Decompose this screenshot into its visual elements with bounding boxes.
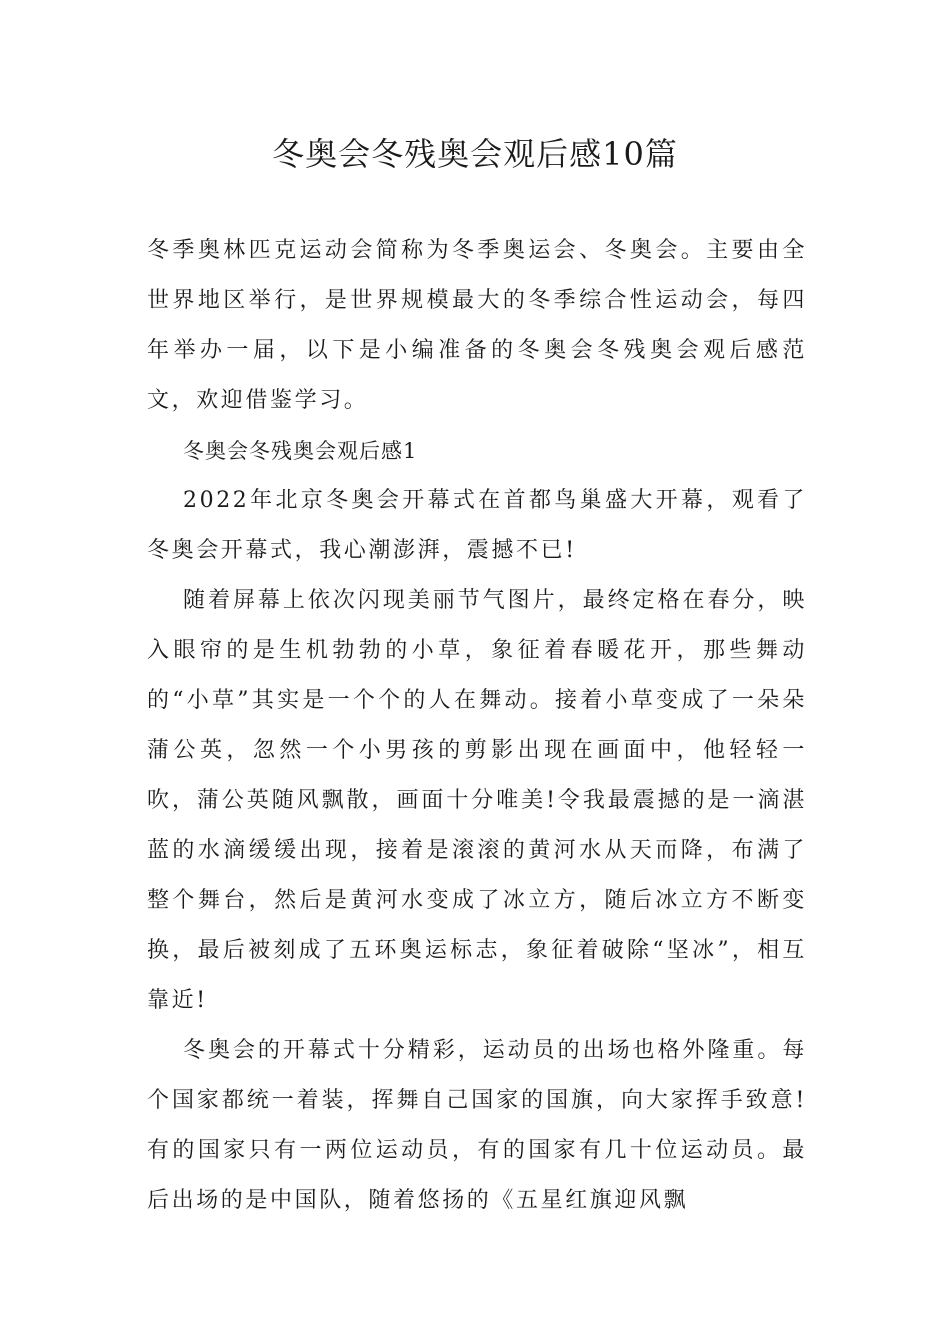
- intro-paragraph: 冬季奥林匹克运动会简称为冬季奥运会、冬奥会。主要由全世界地区举行，是世界规模最大的冬季综合性运动会，每四年举办一届，以下是小编准备的冬奥会冬残奥会观后感范文，欢迎借鉴学习。: [147, 238, 807, 413]
- body-paragraph: 冬奥会的开幕式十分精彩，运动员的出场也格外隆重。每个国家都统一着装，挥舞自己国家的国旗，向大家挥手致意!有的国家只有一两位运动员，有的国家有几十位运动员。最后出场的是中国队，随着悠扬的《五星红旗迎风飘: [147, 1038, 807, 1213]
- document-title: 冬奥会冬残奥会观后感10篇: [272, 135, 678, 173]
- body-paragraph: 随着屏幕上依次闪现美丽节气图片，最终定格在春分，映入眼帘的是生机勃勃的小草，象征着春暖花开，那些舞动的“小草”其实是一个个的人在舞动。接着小草变成了一朵朵蒲公英，忽然一个小男孩的剪影出现在画面中，他轻轻一吹，蒲公英随风飘散，画面十分唯美!令我最震撼的是一滴湛蓝的水滴缓缓出现，接着是滚滚的黄河水从天而降，布满了整个舞台，然后是黄河水变成了冰立方，随后冰立方不断变换，最后被刻成了五环奥运标志，象征着破除“坚冰”，相互靠近!: [147, 588, 807, 1013]
- document-body: [147, 226, 807, 1226]
- body-paragraph: 2022年北京冬奥会开幕式在首都鸟巢盛大开幕，观看了冬奥会开幕式，我心潮澎湃，震撼不已!: [147, 488, 807, 563]
- section-heading: 冬奥会冬残奥会观后感1: [183, 439, 418, 463]
